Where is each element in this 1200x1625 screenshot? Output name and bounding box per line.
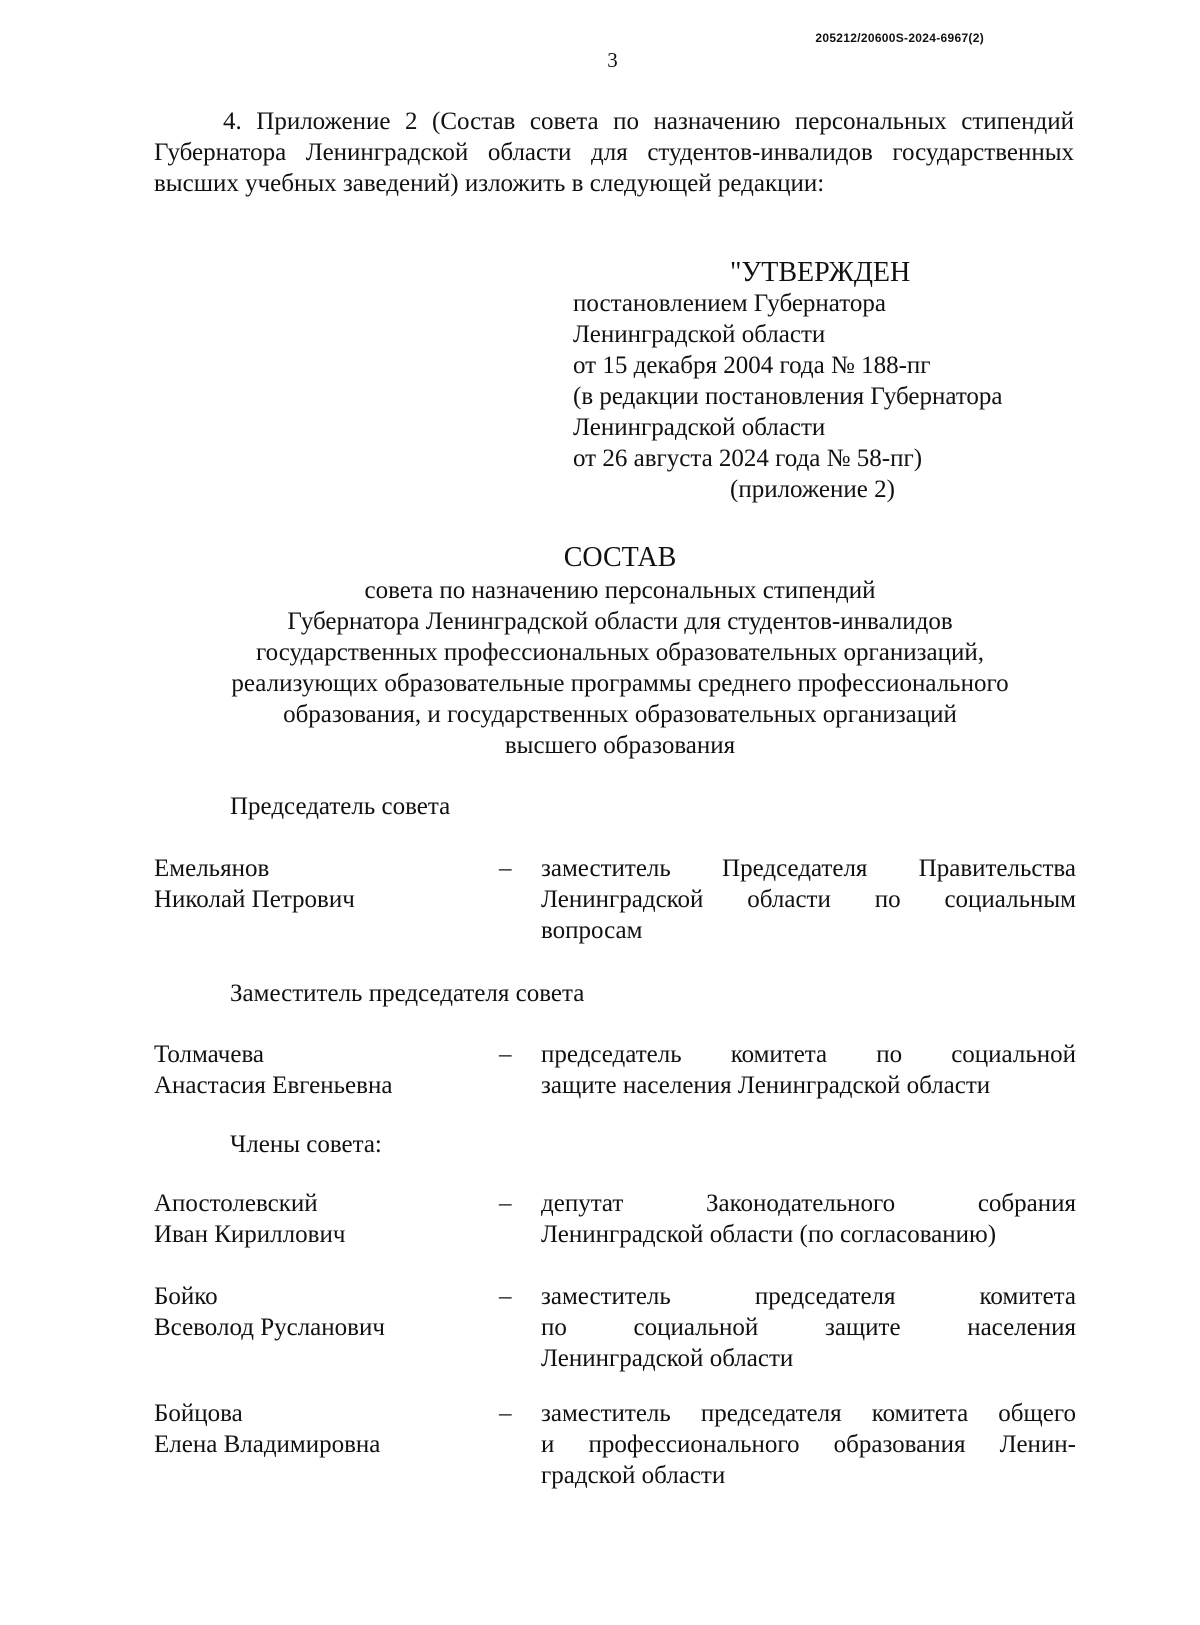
member-name [154,853,484,915]
approval-line: от 26 августа 2024 года № 58-пг) [573,445,923,472]
role-line: вопросам [541,917,643,944]
member-name [154,1398,484,1460]
approval-line: от 15 декабря 2004 года № 188-пг [573,352,931,379]
approval-line: Ленинградской области [573,321,826,348]
member-surname: Бойко [154,1283,218,1310]
approval-appendix-note: (приложение 2) [730,476,895,503]
role-line: по социальной защите населения [541,1314,1076,1341]
role-line: Ленинградской области (по согласованию) [541,1221,997,1248]
member-given-names: Елена Владимировна [154,1431,381,1458]
role-line: Ленинградской области [541,1345,794,1372]
role-line: Ленинградской области по социальным [541,886,1076,913]
member-given-names: Анастасия Евгеньевна [154,1072,393,1099]
role-line: градской области [541,1462,726,1489]
subtitle-line: Губернатора Ленинградской области для студентов-инвалидов [287,608,953,635]
page-number: 3 [607,48,618,72]
dash-separator: – [499,1283,512,1310]
member-name [154,1281,484,1343]
member-name [154,1039,484,1101]
dash-separator: – [499,855,512,882]
approval-line: постановлением Губернатора [573,290,886,317]
approval-line: (в редакции постановления Губернатора [573,383,1003,410]
role-line: заместитель Председателя Правительства [541,855,1076,882]
role-line: депутат Законодательного собрания [541,1190,1076,1217]
section-heading-deputy: Заместитель председателя совета [230,980,585,1007]
member-given-names: Николай Петрович [154,886,355,913]
subtitle-line: высшего образования [504,732,736,759]
member-role [541,1398,1076,1491]
role-line: заместитель председателя комитета общего [541,1400,1076,1427]
member-role [541,1188,1076,1250]
document-id: 205212/20600S-2024-6967(2) [815,31,984,45]
member-given-names: Иван Кириллович [154,1221,346,1248]
member-surname: Толмачева [154,1041,265,1068]
member-role [541,1039,1076,1101]
approval-block [573,257,1093,505]
member-given-names: Всеволод Русланович [154,1314,385,1341]
member-role [541,1281,1076,1374]
subtitle-line: государственных профессиональных образовательных организаций, [256,639,984,666]
approval-heading: "УТВЕРЖДЕН [730,257,911,288]
section-heading-chairman: Председатель совета [230,793,451,820]
dash-separator: – [499,1400,512,1427]
member-surname: Емельянов [154,855,270,882]
composition-subtitle [0,575,1200,761]
subtitle-line: реализующих образовательные программы среднего профессионального [231,670,1009,697]
member-role [541,853,1076,946]
intro-paragraph: 4. Приложение 2 (Состав совета по назначению персональных стипендий Губернатора Ленинградской области для студентов-инвалидов государственных высших учебных заведений) изложить в следующей редакции: [154,108,1074,197]
member-surname: Бойцова [154,1400,243,1427]
role-line: заместитель председателя комитета [541,1283,1076,1310]
approval-line: Ленинградской области [573,414,826,441]
section-heading-members: Члены совета: [230,1131,382,1158]
role-line: и профессионального образования Ленин- [541,1431,1076,1458]
role-line: защите населения Ленинградской области [541,1072,991,1099]
role-line: председатель комитета по социальной [541,1041,1076,1068]
subtitle-line: образования, и государственных образовательных организаций [283,701,957,728]
dash-separator: – [499,1041,512,1068]
subtitle-line: совета по назначению персональных стипендий [364,577,876,604]
member-name [154,1188,484,1250]
composition-title: СОСТАВ [563,542,677,573]
dash-separator: – [499,1190,512,1217]
member-surname: Апостолевский [154,1190,318,1217]
